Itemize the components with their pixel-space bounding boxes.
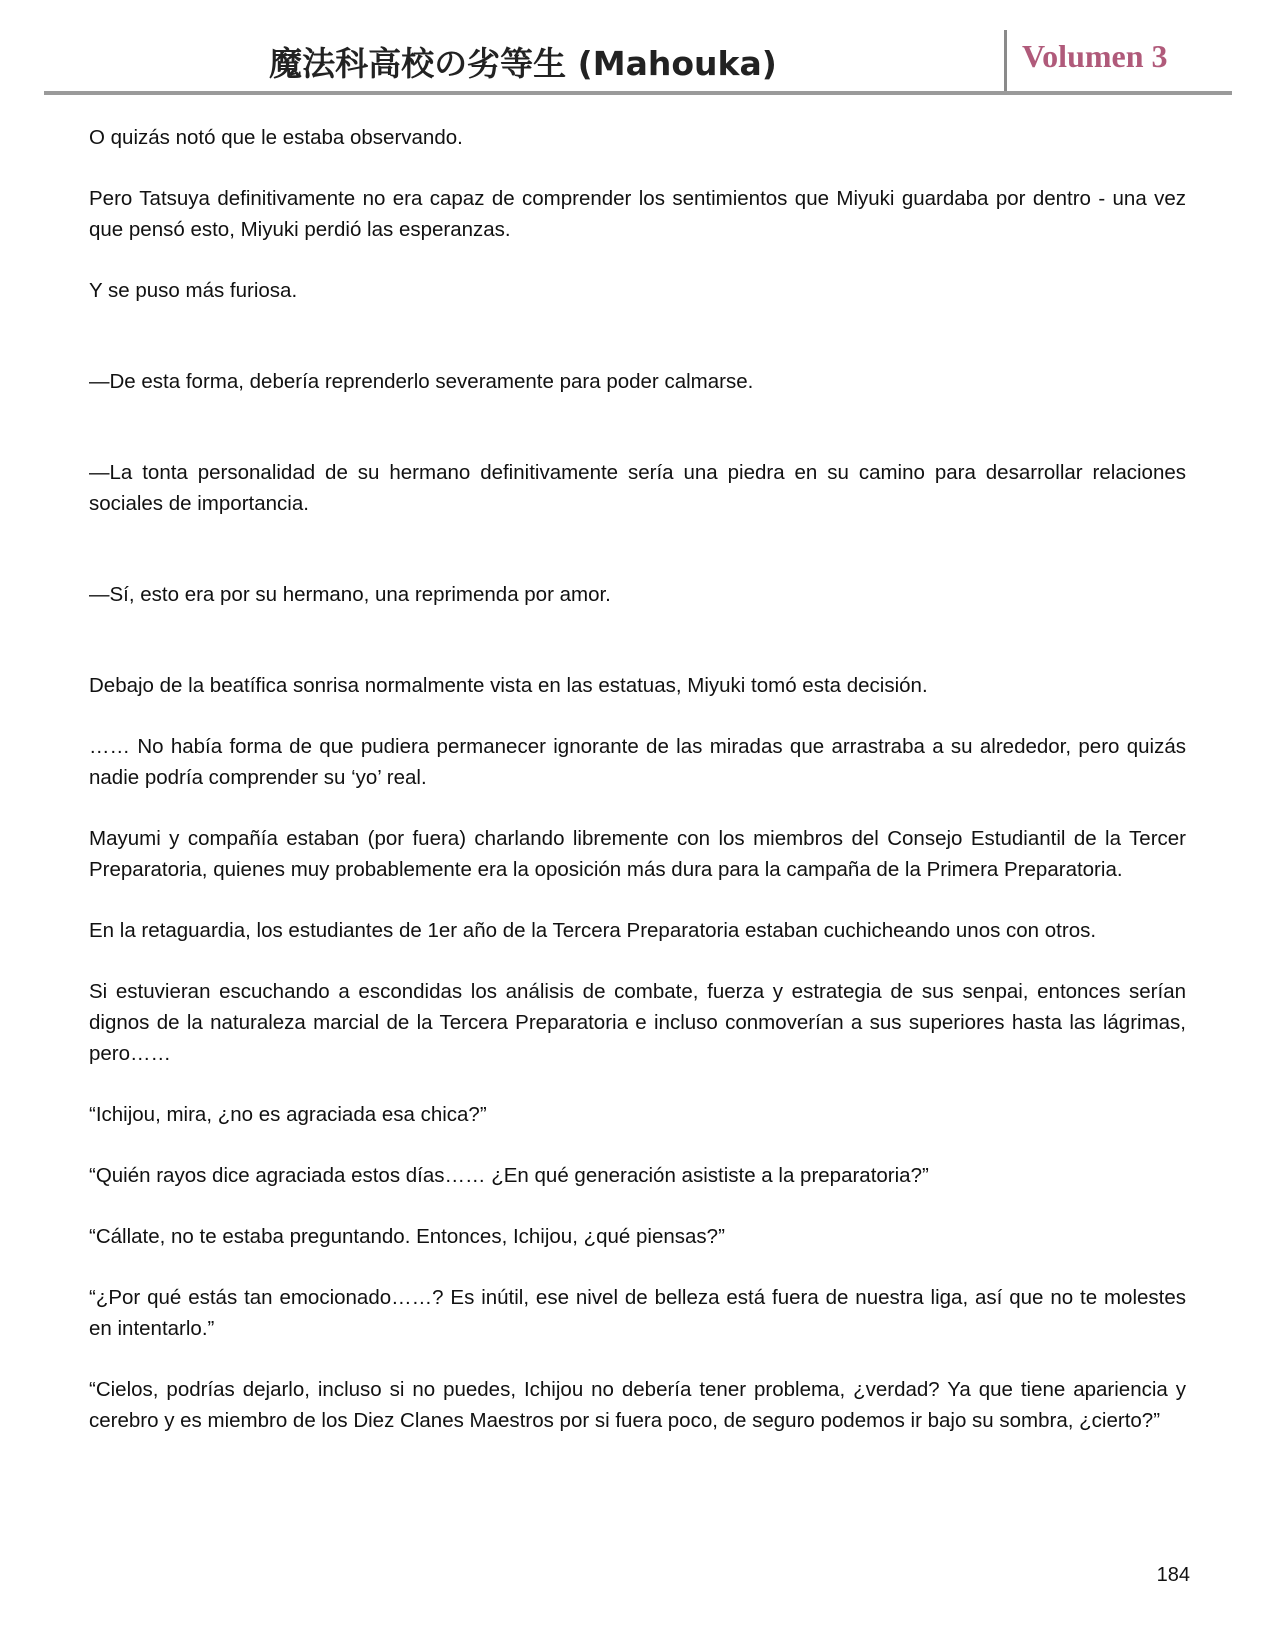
paragraph: “Quién rayos dice agraciada estos días…… ¿En qué generación asististe a la preparatoria?” <box>89 1164 929 1187</box>
paragraph: “Cielos, podrías dejarlo, incluso si no puedes, Ichijou no debería tener problema, ¿verdad? Ya que tiene apariencia y cerebro y es miembro de los Diez Clanes Maestros por si fuera poco, de seguro podemos ir bajo su sombra, ¿cierto?” <box>89 1378 1186 1432</box>
paragraph: Mayumi y compañía estaban (por fuera) charlando libremente con los miembros del Consejo Estudiantil de la Tercer Preparatoria, quienes muy probablemente era la oposición más dura para la campaña de la Primera Preparatoria. <box>89 827 1186 881</box>
paragraph: Si estuvieran escuchando a escondidas los análisis de combate, fuerza y estrategia de sus senpai, entonces serían dignos de la naturaleza marcial de la Tercera Preparatoria e incluso conmoverían a sus superiores hasta las lágrimas, pero…… <box>89 980 1186 1065</box>
header-divider <box>1004 30 1007 92</box>
body-text <box>89 122 1186 1466</box>
paragraph: Pero Tatsuya definitivamente no era capaz de comprender los sentimientos que Miyuki guardaba por dentro - una vez que pensó esto, Miyuki perdió las esperanzas. <box>89 187 1186 241</box>
paragraph: Y se puso más furiosa. <box>89 279 298 302</box>
paragraph: …… No había forma de que pudiera permanecer ignorante de las miradas que arrastraba a su alrededor, pero quizás nadie podría comprender su ‘yo’ real. <box>89 735 1186 789</box>
paragraph: —De esta forma, debería reprenderlo severamente para poder calmarse. <box>89 370 754 393</box>
book-title: 魔法科高校の劣等生 (Mahouka) <box>269 44 777 83</box>
header-rule <box>44 91 1232 95</box>
paragraph: “¿Por qué estás tan emocionado……? Es inútil, ese nivel de belleza está fuera de nuestra liga, así que no te molestes en intentarlo.” <box>89 1286 1186 1340</box>
paragraph: En la retaguardia, los estudiantes de 1er año de la Tercera Preparatoria estaban cuchicheando unos con otros. <box>89 919 1097 942</box>
page-header <box>44 28 1232 92</box>
volume-label: Volumen 3 <box>1022 38 1168 74</box>
paragraph: “Ichijou, mira, ¿no es agraciada esa chica?” <box>89 1103 487 1126</box>
page-number: 184 <box>1156 1564 1190 1586</box>
paragraph: —La tonta personalidad de su hermano definitivamente sería una piedra en su camino para desarrollar relaciones sociales de importancia. <box>89 461 1186 515</box>
paragraph: —Sí, esto era por su hermano, una reprimenda por amor. <box>89 583 611 606</box>
paragraph: “Cállate, no te estaba preguntando. Entonces, Ichijou, ¿qué piensas?” <box>89 1225 725 1248</box>
paragraph: O quizás notó que le estaba observando. <box>89 126 463 149</box>
paragraph: Debajo de la beatífica sonrisa normalmente vista en las estatuas, Miyuki tomó esta decisión. <box>89 674 928 697</box>
